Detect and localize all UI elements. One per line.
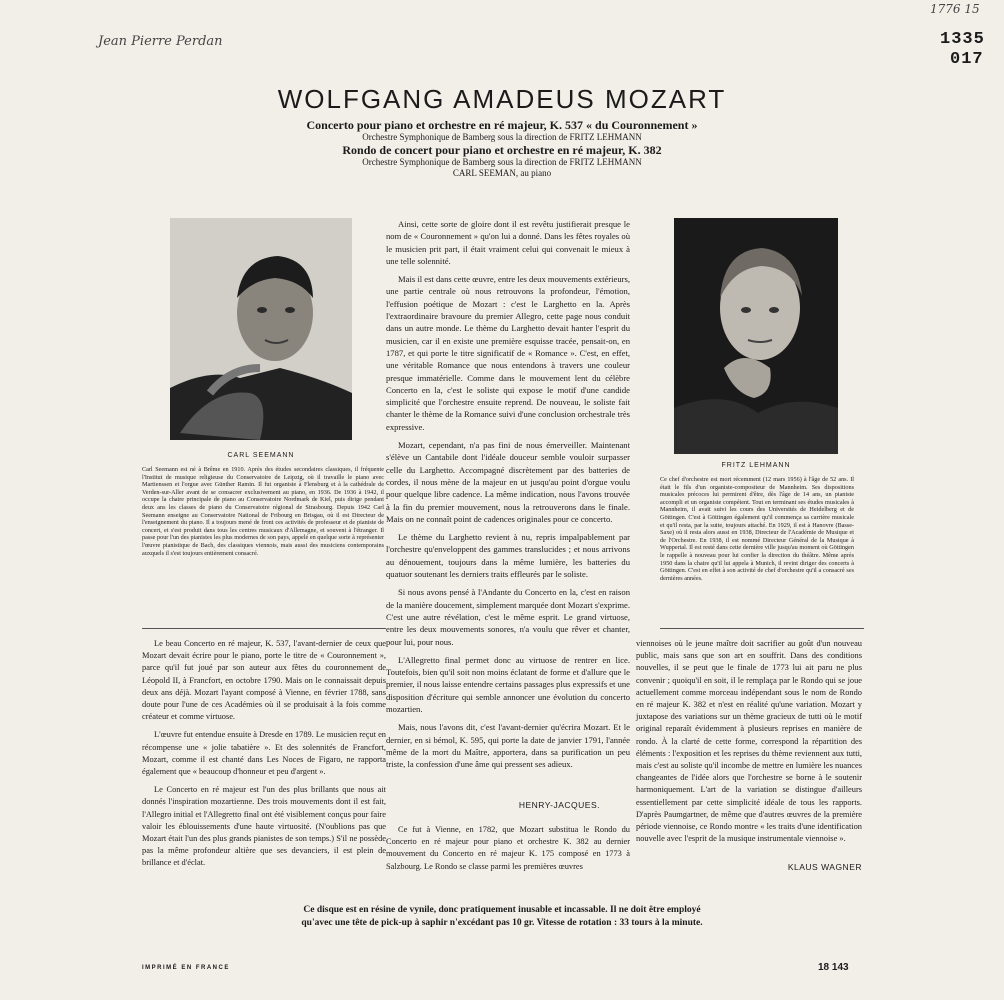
center-paragraph: L'Allegretto final permet donc au virtuose de rentrer en lice. Toutefois, bien qu'il soit non moins éclatant de forme et d'allure que le premier, il nous laisse entendre certains passages plus expressifs et une disposition d'écriture qui semble annoncer une évolution du concerto mozartien. xyxy=(386,654,630,714)
bottom-left-paragraph: L'œuvre fut entendue ensuite à Dresde en 1789. Le musicien reçut en récompense une « jolie tabatière ». Et des solennités de Francfort, Mozart, comme il est chanté dans Les Noces de Figaro, ne rapporta également que « beaucoup d'honneur et peu d'argent ». xyxy=(142,730,386,777)
klaus-wagner-signature: KLAUS WAGNER xyxy=(787,862,862,872)
printed-in-france: IMPRIMÉ EN FRANCE xyxy=(142,965,230,971)
center-paragraph: Si nous avons pensé à l'Andante du Concerto en la, c'est en raison de la manière doucement, simplement marquée dont Mozart s'exprime. C'est une autre révélation, c'est le même esprit. Le grand virtuose, entre les deux mouvements sonores, n'a voulu que rêver et chanter, pour lui, pour nous. xyxy=(386,587,630,647)
soloist: CARL SEEMAN, au piano xyxy=(452,168,552,178)
stamp-number-2: 017 xyxy=(950,50,984,69)
center-paragraph: Mais, nous l'avons dit, c'est l'avant-dernier qu'écrira Mozart. Et le dernier, en si bémol, K. 595, qui porte la date de janvier 1791, l'année même de la mort du Maître, apportera, dans sa purification un peu triste, la confession d'une âme qui pressent ses adieux. xyxy=(386,722,630,770)
bottom-left-paragraph: Le beau Concerto en ré majeur, K. 537, l'avant-dernier de ceux que Mozart devait écrire pour le piano, porte le titre de « Couronnement », parce qu'il fut joué par son auteur aux fêtes du couronnement de Léopold II, à Francfort, en octobre 1790. Mais on le connaissait depuis deux ans déjà. Mozart l'ayant composé à Vienne, en février 1788, sans doute pour l'une de ces Académies où il se produisait à la fois comme créateur et comme virtuose. xyxy=(142,639,386,722)
footer-notice xyxy=(0,904,1004,930)
carl-seemann-bio: Carl Seemann est né à Brême en 1910. Après des études secondaires classiques, il fréquente l'Institut de musique religieuse du Conservatoire de Leipzig, où il travaille le piano avec Martienssen et l'orgue avec Günther Ramin. Il fut organiste à Flensburg et à la cathédrale de Verden-sur-Aller avant de se consacrer exclusivement au piano, en 1936. De 1936 à 1942, il occupe la chaire principale de piano au Conservatoire Nordmark de Kiel, puis dirige pendant deux ans les classes de piano du Conservatoire régional de Strasbourg. Depuis 1942 Carl Seemann enseigne au Conservatoire National de Fribourg en Brisgau, où il est Directeur de l'enseignement du piano. Il a toujours mené de front ces activités de professeur et de pianiste de concert, et s'est produit dans tous les centres musicaux d'Allemagne, et souvent à l'étranger. Il passe pour l'un des pianistes les plus modernes de son pays, appelé en quelque sorte à représenter l'œuvre pianistique de Bach, des classiques viennois, mais aussi des musiciens contemporains auxquels il s'est toujours entièrement consacré. xyxy=(142,466,384,557)
stamp-number-1: 1335 xyxy=(940,30,985,49)
center-paragraph: Ainsi, cette sorte de gloire dont il est revêtu justifierait presque le nom de « Couronnement » qu'on lui a donné. Dans les fêtes royales où le musicien prit part, il était vraiment celui qui convenait le mieux à une telle solennité. xyxy=(386,219,630,266)
center-text-column xyxy=(386,218,630,776)
work2-title: Rondo de concert pour piano et orchestre en ré majeur, K. 382 xyxy=(342,143,662,157)
center-paragraph: Le thème du Larghetto revient à nu, repris impalpablement par l'orchestre qu'enveloppent des gammes translucides ; et nous arrivons au dénouement, toujours dans la même lumière, les batteries du quatuor soutenant les derniers traits effleurés par le soliste. xyxy=(386,532,630,580)
footer-line-2: qu'avec une tête de pick-up à saphir n'excédant pas 10 gr. Vitesse de rotation : 33 tours à la minute. xyxy=(301,918,703,928)
section-divider xyxy=(142,628,386,629)
work1-performers: Orchestre Symphonique de Bamberg sous la direction de FRITZ LEHMANN xyxy=(362,132,642,142)
fritz-lehmann-photo xyxy=(674,218,838,454)
handwritten-owner-name: Jean Pierre Perdan xyxy=(98,34,223,49)
works-header xyxy=(0,118,1004,179)
carl-seemann-caption: CARL SEEMANN xyxy=(227,452,295,459)
center-paragraph: Mais il est dans cette œuvre, entre les deux mouvements extérieurs, une partie centrale où nous retrouvons la profondeur, l'émotion, l'effusion poétique de Mozart : c'est le Larghetto en la. Après l'extraordinaire bravoure du premier Allegro, cette page nous conduit dans un autre monde. Le thème du Larghetto devait hanter l'esprit du musicien, car il en existe une première esquisse tracée, pensait-on, en 1787, et qui porte le titre significatif de « Romance ». C'est, en effet, une véritable Romance que nous entendons à travers une couleur presque immatérielle. Comme dans le mouvement lent du célèbre Concerto en la, c'est le soliste qui expose le motif d'une candide simplicité que l'orchestre ensuite reprend. De nouveau, le soliste fait chanter le thème de la Romance suivi d'une conclusion orchestrale très expressive. xyxy=(386,274,630,432)
fritz-lehmann-caption: FRITZ LEHMANN xyxy=(721,462,791,469)
center-paragraph: Mozart, cependant, n'a pas fini de nous émerveiller. Maintenant s'élève un Cantabile dont l'idéale douceur semble vouloir surpasser celle du Larghetto. Accompagné discrètement par des batteries de cordes, il nous mène de la majeur en ut jusqu'au point d'orgue voulu pour quelque libre cadence. La même indication, nous l'avons trouvée à la fin du premier mouvement, nous la retrouverons dans le finale. Mais on ne connaît point de cadences originales pour ce concerto. xyxy=(386,440,630,524)
catalog-number: 18 143 xyxy=(818,962,849,973)
bottom-right-column xyxy=(636,638,862,851)
work2-performers: Orchestre Symphonique de Bamberg sous la direction de FRITZ LEHMANN xyxy=(362,157,642,167)
section-divider xyxy=(660,628,864,629)
handwritten-corner-note: 1776 15 xyxy=(930,2,980,16)
bottom-left-paragraph: Le Concerto en ré majeur est l'un des plus brillants que nous ait donnés l'inspiration mozartienne. Des trois mouvements dont il est fait, l'Allegro initial et l'Allegretto final ont été visiblement conçus pour faire valoir les éblouissements d'une haute virtuosité. (N'oublions pas que Mozart était l'un des plus grands pianistes de son temps.) S'il ne possède pas la même profondeur altière que ses devanciers, il est plein de brillance et d'éclat. xyxy=(142,785,386,868)
work1-title: Concerto pour piano et orchestre en ré majeur, K. 537 « du Couronnement » xyxy=(306,118,698,132)
composer-title: WOLFGANG AMADEUS MOZART xyxy=(277,84,727,114)
fritz-lehmann-bio: Ce chef d'orchestre est mort récemment (12 mars 1956) à l'âge de 52 ans. Il était le fils d'un organiste-compositeur de Mannheim. Ses dispositions musicales précoces lui permirent d'être, dès l'âge de 14 ans, un pianiste accompli et un organiste compétent. Tout en terminant ses études musicales à Mannheim, il avait suivi les cours des Universités de Heidelberg et de Göttingen. C'est à Göttingen également qu'il commença sa carrière musicale et qu'il resta, par la suite, toujours attaché. En 1929, il est à Hanovre (Basse-Saxe) où il resta alors aussi en 1938, Directeur de l'Académie de Musique et de l'Orchestre. En 1938, il est nommé Directeur Général de la Musique à Wuppertal. Il est resté dans cette dernière ville jusqu'au moment où Göttingen le rappelle à nouveau pour lui confier la direction du théâtre. Même après 1950 dans la chaire qu'il lui appela à Munich, il revint diriger des concerts à Göttingen. C'est en effet à son activité de chef d'orchestre qu'il a consacré ses dernières années. xyxy=(660,476,854,582)
bottom-left-column xyxy=(142,638,386,876)
bottom-middle-column xyxy=(386,824,630,879)
bottom-right-paragraph: viennoises où le jeune maître doit sacrifier au goût d'un nouveau public, mais sans que son art en souffrit. Dans des conditions nouvelles, il se peut que le finale de 1773 lui ait paru ne plus convenir ; quoiqu'il en soit, il le remplaça par le Rondo qui se joue actuellement comme morceau indépendant sous le nom de Rondo en ré majeur K. 382 et n'est en réalité qu'une variation. Mozart y juxtapose des variations sur un thème gracieux de tutti où le motif original reparaît évidemment à plusieurs reprises en manière de rondo. À la clarté de cette forme, correspond la répartition des éléments : l'exposition et les reprises du thème reviennent aux tutti, mais c'est au soliste qu'il incombe de mettre en lumière les nuances changeantes de l'idée alors que l'orchestre se borne à le soutenir harmoniquement. L'art de la variation se distingue d'ailleurs essentiellement par cette simplicité idéale de tous les rapports. D'après Paumgartner, de même que d'autres œuvres de la première période viennoise, ce Rondo montre « les traits d'une identification nouvelle avec l'esprit de la musique instrumentale viennoise ». xyxy=(636,639,862,844)
henry-jacques-signature: HENRY-JACQUES. xyxy=(518,800,600,810)
bottom-middle-paragraph: Ce fut à Vienne, en 1782, que Mozart substitua le Rondo du Concerto en ré majeur pour piano et orchestre K. 382 au dernier mouvement du Concerto en ré majeur K. 175 composé en 1773 à Salzbourg. Le Rondo se classe parmi les premières œuvres xyxy=(386,825,630,871)
carl-seemann-photo xyxy=(170,218,352,440)
footer-line-1: Ce disque est en résine de vynile, donc pratiquement inusable et incassable. Il ne doit être employé xyxy=(303,905,701,915)
